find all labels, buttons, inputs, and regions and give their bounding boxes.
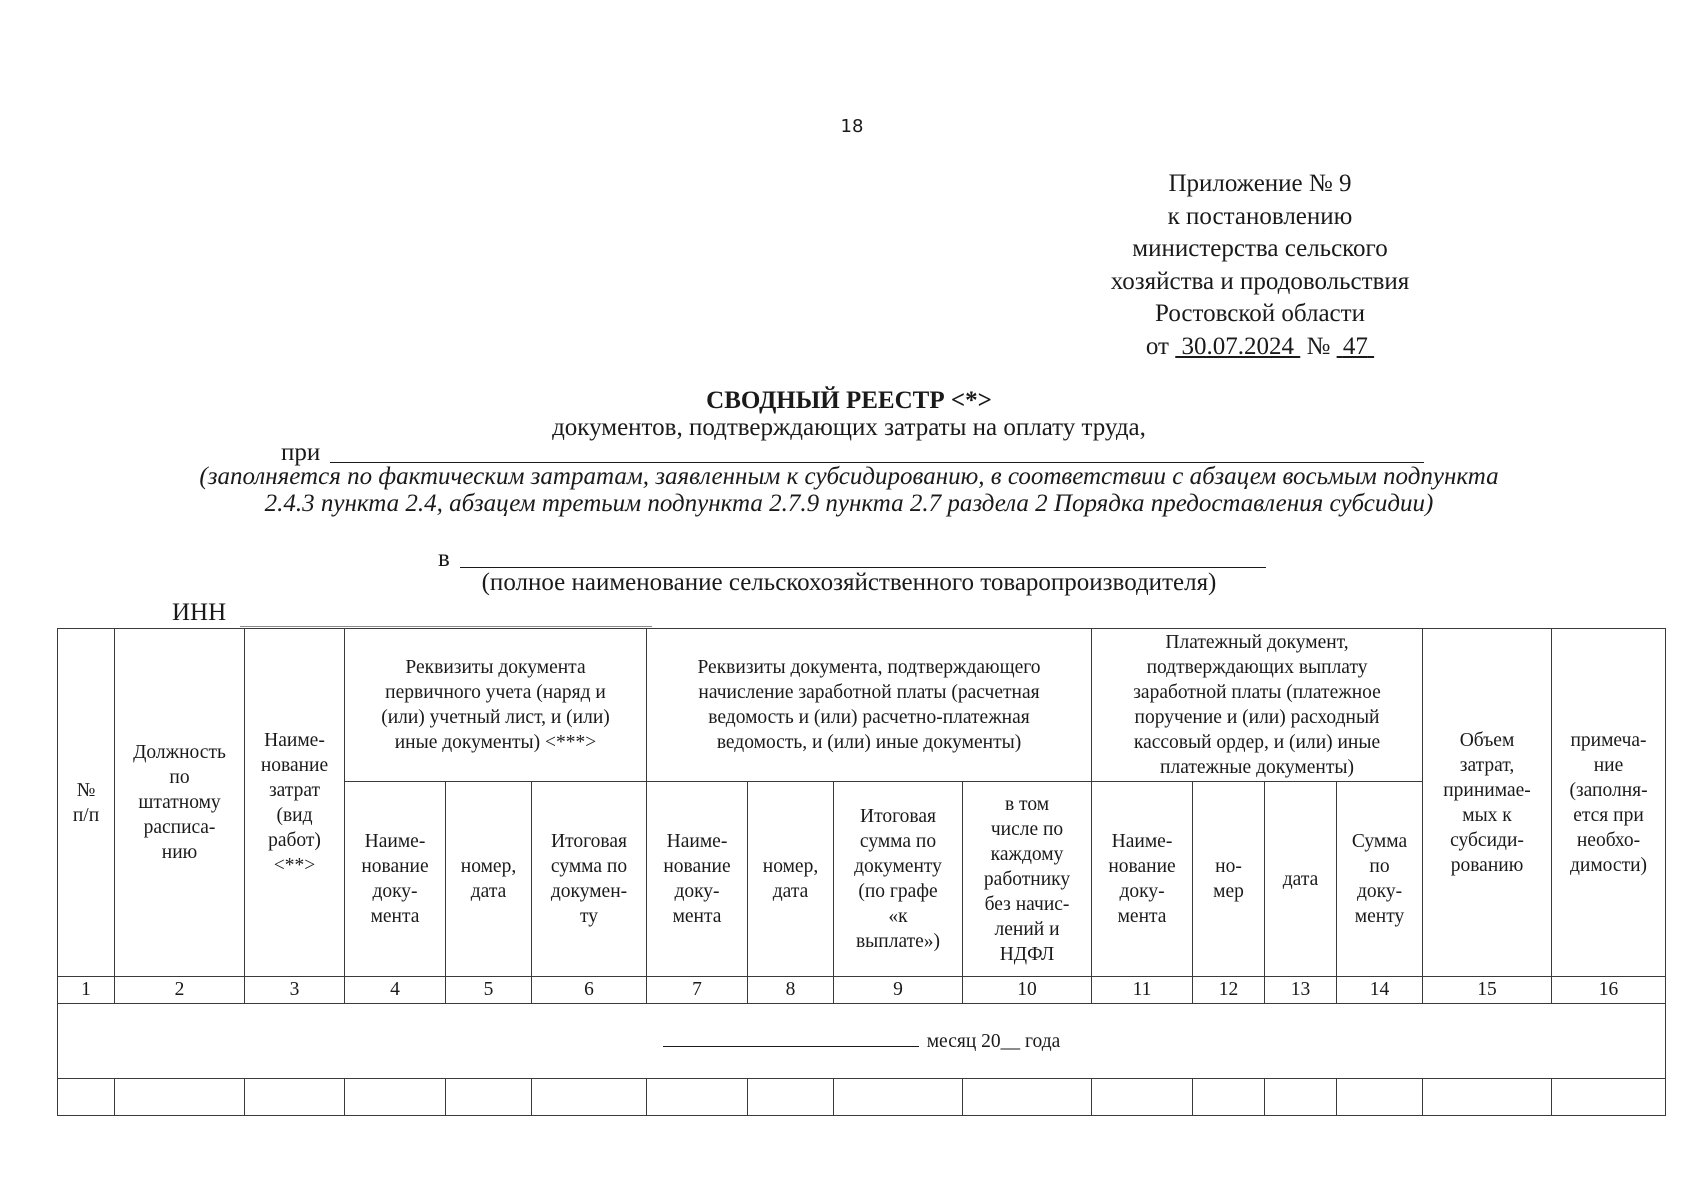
data-cell[interactable]: [245, 1079, 345, 1116]
data-cell[interactable]: [1337, 1079, 1423, 1116]
header-group-payroll-doc: Реквизиты документа, подтверждающего начисление заработной платы (расчетная ведомость и (или) расчетно-платежная ведомость, и (или) иные документы): [647, 629, 1092, 782]
month-fill-line: [663, 1028, 919, 1047]
header-payment-doc-name: Наиме- нование доку- мента: [1092, 782, 1193, 977]
v-label: в: [438, 545, 450, 572]
column-number: 8: [748, 977, 834, 1004]
header-primary-doc-name: Наиме- нование доку- мента: [345, 782, 446, 977]
column-number: 2: [115, 977, 245, 1004]
column-number: 16: [1552, 977, 1666, 1004]
appendix-block: [1040, 168, 1480, 363]
month-label: месяц 20__ года: [926, 1031, 1061, 1052]
register-table: [57, 628, 1666, 1116]
header-payment-doc-sum: Сумма по доку- менту: [1337, 782, 1423, 977]
appendix-line: хозяйства и продовольствия: [1110, 267, 1410, 295]
appendix-line: Приложение № 9: [1168, 170, 1352, 197]
column-number: 6: [532, 977, 647, 1004]
column-number: 4: [345, 977, 446, 1004]
data-cell[interactable]: [115, 1079, 245, 1116]
appendix-line: Ростовской области: [1155, 300, 1365, 327]
column-number: 14: [1337, 977, 1423, 1004]
date-prefix: от: [1145, 332, 1169, 360]
header-group-primary-doc: Реквизиты документа первичного учета (наряд и (или) учетный лист, и (или) иные документы) <***>: [345, 629, 647, 782]
header-group-payment-doc: Платежный документ, подтверждающих выплату заработной платы (платежное поручение и (или) расходный кассовый ордер, и (или) иные платежные документы): [1092, 629, 1423, 782]
data-cell[interactable]: [834, 1079, 963, 1116]
column-number: 15: [1423, 977, 1552, 1004]
data-cell[interactable]: [446, 1079, 532, 1116]
inn-label: ИНН: [172, 599, 227, 626]
column-number: 10: [963, 977, 1092, 1004]
data-cell[interactable]: [532, 1079, 647, 1116]
fill-instruction-note: [0, 463, 1698, 517]
data-cell[interactable]: [647, 1079, 748, 1116]
note-line: 2.4.3 пункта 2.4, абзацем третьим подпункта 2.7.9 пункта 2.7 раздела 2 Порядка предоставления субсидии): [264, 490, 1434, 517]
column-number: 5: [446, 977, 532, 1004]
data-cell[interactable]: [963, 1079, 1092, 1116]
resolution-date: 30.07.2024: [1181, 332, 1294, 360]
number-sign: №: [1306, 332, 1331, 360]
header-payment-doc-number: но- мер: [1193, 782, 1265, 977]
data-cell[interactable]: [1092, 1079, 1193, 1116]
document-subtitle: документов, подтверждающих затраты на оплату труда,: [552, 414, 1146, 441]
column-number: 13: [1265, 977, 1337, 1004]
data-cell[interactable]: [1265, 1079, 1337, 1116]
data-cell[interactable]: [1552, 1079, 1666, 1116]
header-payroll-doc-name: Наиме- нование доку- мента: [647, 782, 748, 977]
appendix-line: к постановлению: [1167, 202, 1353, 230]
header-primary-doc-number-date: номер, дата: [446, 782, 532, 977]
resolution-number: 47: [1342, 332, 1368, 360]
header-row-number: № п/п: [58, 629, 115, 977]
month-row: [58, 1004, 1666, 1079]
column-number: 11: [1092, 977, 1193, 1004]
producer-caption: (полное наименование сельскохозяйственного товаропроизводителя): [481, 569, 1217, 596]
pri-label: при: [281, 439, 321, 466]
data-cell[interactable]: [345, 1079, 446, 1116]
column-number: 3: [245, 977, 345, 1004]
appendix-line: министерства сельского: [1132, 235, 1388, 262]
header-payroll-doc-number-date: номер, дата: [748, 782, 834, 977]
header-cost-name: Наиме- нование затрат (вид работ) <**>: [245, 629, 345, 977]
column-number: 1: [58, 977, 115, 1004]
note-line: (заполняется по фактическим затратам, заявленным к субсидированию, в соответствии с абзацем восьмым подпункта: [199, 463, 1499, 490]
inn-fill-line: [240, 626, 652, 627]
data-cell[interactable]: [748, 1079, 834, 1116]
header-note: примеча- ние (заполня- ется при необхо- димости): [1552, 629, 1666, 977]
document-title: СВОДНЫЙ РЕЕСТР <*>: [706, 387, 992, 414]
header-position: Должность по штатному распиcа- нию: [115, 629, 245, 977]
header-payroll-doc-total: Итоговая сумма по документу (по графе «к выплате»): [834, 782, 963, 977]
column-number: 9: [834, 977, 963, 1004]
header-primary-doc-total: Итоговая сумма по докумен- ту: [532, 782, 647, 977]
data-cell[interactable]: [1193, 1079, 1265, 1116]
header-payroll-per-employee: в том числе по каждому работнику без начис- лений и НДФЛ: [963, 782, 1092, 977]
data-cell[interactable]: [1423, 1079, 1552, 1116]
column-number: 7: [647, 977, 748, 1004]
header-payment-doc-date: дата: [1265, 782, 1337, 977]
column-number: 12: [1193, 977, 1265, 1004]
page-number: 18: [840, 116, 864, 137]
data-cell[interactable]: [58, 1079, 115, 1116]
header-cost-volume: Объем затрат, принимае- мых к субсиди- рованию: [1423, 629, 1552, 977]
appendix-date-line: [1040, 331, 1480, 364]
